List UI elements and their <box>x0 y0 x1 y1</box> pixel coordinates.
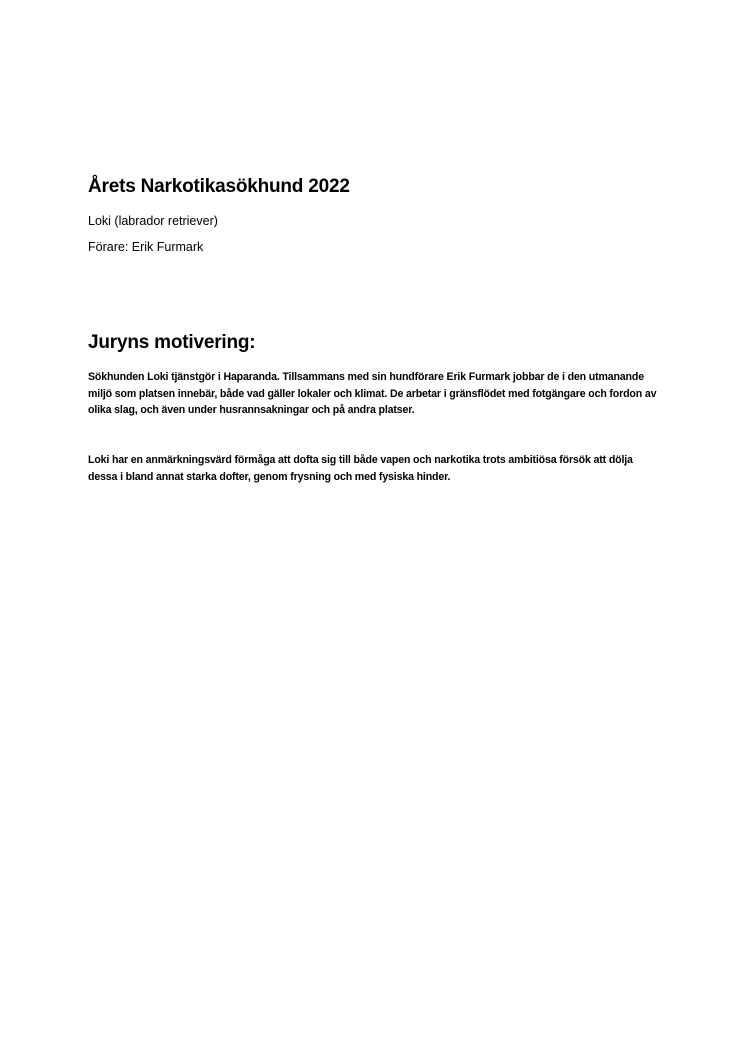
document-page <box>88 174 658 483</box>
motivation-paragraph: Loki har en anmärkningsvärd förmåga att dofta sig till både vapen och narkotika trots ambitiösa försök att dölja dessa i bland annat starka dofter, genom frysning och med fysiska hinder. <box>88 454 633 483</box>
section-heading: Juryns motivering: <box>88 332 256 353</box>
dog-name: Loki (labrador retriever) <box>88 214 218 228</box>
motivation-paragraph: Sökhunden Loki tjänstgör i Haparanda. Tillsammans med sin hundförare Erik Furmark jobbar de i den utmanande miljö som platsen innebär, både vad gäller lokaler och klimat. De arbetar i gränsflödet med fotgängare och fordon av olika slag, och även under husrannsakningar och på andra platser. <box>88 371 657 416</box>
handler-name: Förare: Erik Furmark <box>88 240 204 254</box>
page-title: Årets Narkotikasökhund 2022 <box>88 176 350 197</box>
